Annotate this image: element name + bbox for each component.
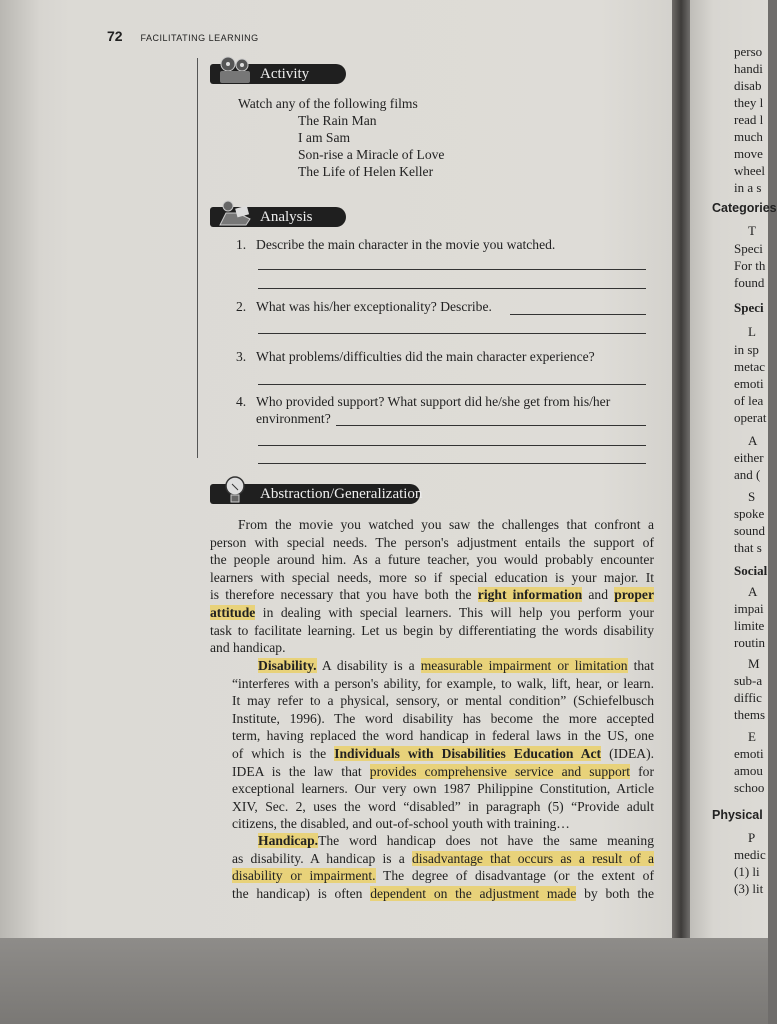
text-fragment: metac [734,359,766,374]
text-line: It may refer to a physical, sensory, or mental condition” (Schiefelbusch [232,693,654,709]
text-fragment: they l [734,95,764,110]
book-spine [672,0,692,938]
text-fragment: limite [734,618,765,633]
film-item: Son-rise a Miracle of Love [298,147,445,162]
paragraph-disability [232,657,654,833]
question-text: Who provided support? What support did he/she get from his/her [256,394,611,409]
text-line: From the movie you watched you saw the challenges that confront a [238,517,654,532]
text-line: person with special needs. The person's adjustment entails the support of [210,534,654,550]
question-number: 3. [236,349,247,364]
page-number: 72 [107,28,123,44]
highlight: dependent on the adjustment made [370,885,577,901]
answer-line [258,333,646,334]
reading-person-icon [216,199,254,227]
text-fragment: wheel [734,163,766,178]
film-item: The Life of Helen Keller [298,164,434,179]
text-line: Handicap.The word handicap does not have the same meaning [258,833,654,848]
text-line: the people around him. As a future teacher, you would probably encounter [210,552,654,568]
text-line: is therefore necessary that you have both the right information and proper [210,587,654,603]
text-fragment: diffic [734,690,762,705]
paragraph-intro [210,516,654,657]
text-fragment: spoke [734,506,765,521]
answer-line [510,314,646,315]
section-heading: Social [734,563,768,578]
paragraph-handicap [232,832,654,902]
lightbulb-icon [216,476,254,504]
answer-line [336,425,646,426]
highlight: provides comprehensive service and support [369,763,631,779]
question-text: environment? [256,411,331,426]
activity-banner [210,64,346,84]
highlight: Individuals with Disabilities Education Act [334,745,602,761]
text-line: of which is the Individuals with Disabilities Education Act (IDEA). [232,745,654,761]
highlight: attitude [210,604,256,620]
text-line: and handicap. [210,640,286,656]
text-fragment: A [748,433,758,448]
text-fragment: handi [734,61,763,76]
text-fragment: much [734,129,763,144]
text-fragment: amou [734,763,763,778]
highlight: disadvantage that occurs as a result of a [412,850,654,866]
highlight: disability or impairment. [232,868,376,884]
section-heading: Speci [734,300,764,315]
analysis-label: Analysis [260,209,313,225]
text-fragment: either [734,450,764,465]
film-item: The Rain Man [298,113,377,128]
text-fragment: medic [734,847,766,862]
text-line: as disability. A handicap is a disadvantage that occurs as a result of a [232,850,654,866]
text-line: attitude in dealing with special learners. This will help you perform your [210,604,654,620]
text-fragment: read l [734,112,764,127]
text-fragment: M [748,656,760,671]
answer-line [258,463,646,464]
text-line: the handicap) is often dependent on the adjustment made by both the [232,885,654,901]
text-line: Institute, 1996). The word disability has become the more accepted [232,710,654,726]
question-text: Describe the main character in the movie you watched. [256,237,556,252]
text-line: “interferes with a person's ability, for example, to walk, lift, hear, or learn. [232,675,654,691]
text-fragment: S [748,489,756,504]
text-line: exceptional learners. Our very own 1987 Philippine Constitution, Article [232,781,654,797]
text-fragment: emoti [734,376,764,391]
answer-line [258,288,646,289]
text-line: learners with special needs, more so if special education is your major. It [210,569,654,585]
question-number: 4. [236,394,247,409]
text-line: Disability. A disability is a measurable impairment or limitation that [258,658,654,673]
highlight: measurable impairment or limitation [420,658,628,673]
question-text: What was his/her exceptionality? Describe. [256,299,492,314]
text-fragment: For th [734,258,766,273]
text-fragment: emoti [734,746,764,761]
text-line: IDEA is the law that provides comprehensive service and support for [232,763,654,779]
book-page-right [690,0,777,938]
text-fragment: (1) li [734,864,760,879]
text-fragment: thems [734,707,766,722]
highlight: proper [614,587,654,603]
term-disability: Disability. [258,658,317,673]
text-fragment: Speci [734,241,763,256]
text-fragment: in a s [734,180,762,195]
question-number: 1. [236,237,247,252]
text-line: task to facilitate learning. Let us begin by differentiating the words disability [210,622,654,638]
text-fragment: in sp [734,342,759,357]
section-heading: Physical [712,808,763,822]
highlight: right information [477,587,583,603]
text-fragment: disab [734,78,762,93]
text-fragment: routin [734,635,766,650]
text-fragment: L [748,324,756,339]
text-line: XIV, Sec. 2, uses the word “disabled” in paragraph (5) “Provide adult [232,798,654,814]
text-fragment: that s [734,540,762,555]
film-item: I am Sam [298,130,351,145]
activity-intro: Watch any of the following films [238,96,418,111]
text-fragment: of lea [734,393,764,408]
background-surface [0,938,768,1024]
text-line: citizens, the disabled, and out-of-school youth with training… [232,816,570,832]
abstraction-banner [210,484,423,504]
text-fragment: sub-a [734,673,763,688]
text-fragment: schoo [734,780,765,795]
text-fragment: sound [734,523,766,538]
text-fragment: and ( [734,467,761,482]
analysis-banner [210,207,346,227]
abstraction-label: Abstraction/Generalization [260,486,423,502]
text-fragment: move [734,146,763,161]
question-number: 2. [236,299,247,314]
text-fragment: (3) lit [734,881,764,896]
answer-line [258,269,646,270]
text-line: disability or impairment. The degree of disadvantage (or the extent of [232,868,654,884]
answer-line [258,445,646,446]
text-fragment: T [748,223,756,238]
term-handicap: Handicap. [258,833,319,848]
text-fragment: P [748,830,756,845]
film-reel-icon [216,56,254,84]
answer-line [258,384,646,385]
text-fragment: A [748,584,758,599]
text-line: term, having replaced the word handicap in federal laws in the US, one [232,728,654,744]
text-fragment: E [748,729,756,744]
activity-label: Activity [260,66,310,82]
text-fragment: impai [734,601,764,616]
text-fragment: found [734,275,765,290]
margin-rule [197,58,198,458]
question-text: What problems/difficulties did the main character experience? [256,349,595,364]
text-fragment: perso [734,44,763,59]
page-header [107,28,259,44]
section-heading: Categories [712,201,777,215]
text-fragment: operat [734,410,767,425]
running-head: FACILITATING LEARNING [140,33,259,43]
